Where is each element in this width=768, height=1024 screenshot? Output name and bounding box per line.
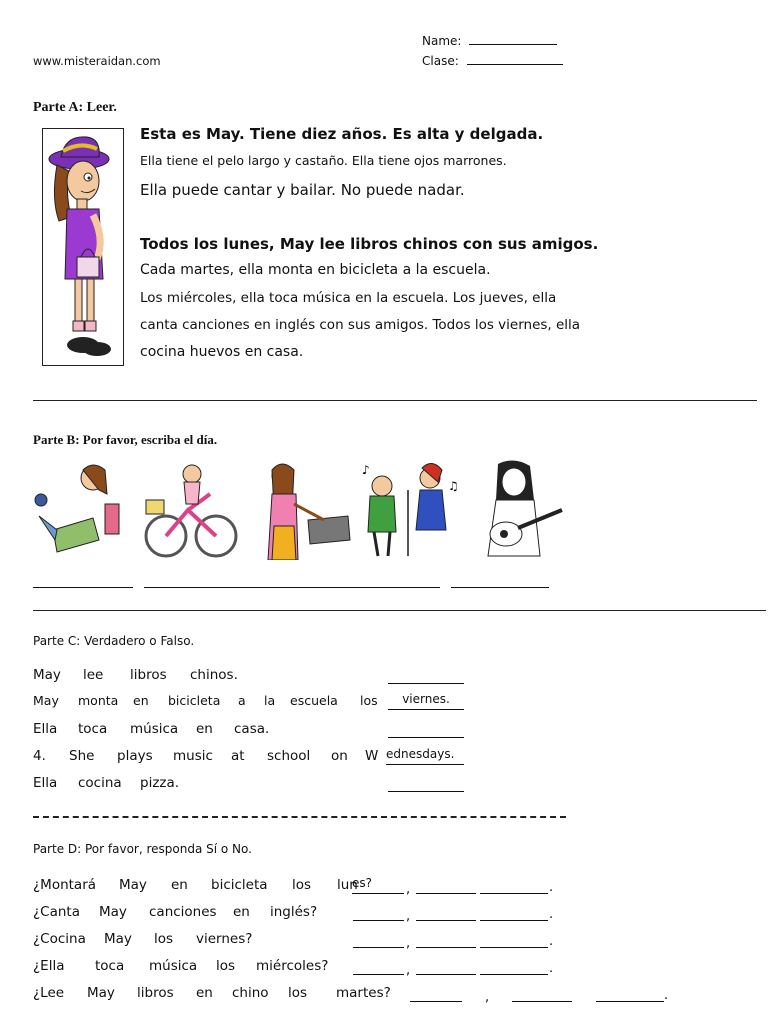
word: chinos. bbox=[190, 667, 238, 683]
word: music bbox=[173, 748, 213, 764]
tf-item-2 bbox=[33, 693, 378, 708]
yn-item-1 bbox=[33, 877, 358, 893]
girl-cooking-picture bbox=[264, 460, 354, 560]
section-divider-b bbox=[33, 610, 766, 611]
word: bicicleta bbox=[211, 877, 268, 893]
singers-picture bbox=[360, 460, 460, 560]
word: miércoles? bbox=[256, 958, 329, 974]
girl-guitar-picture bbox=[474, 460, 564, 560]
clase-field[interactable] bbox=[422, 54, 563, 68]
word: ¿Cocina bbox=[33, 931, 86, 947]
word: lun bbox=[337, 877, 358, 893]
word: los bbox=[216, 958, 236, 974]
part-c-heading: Parte C: Verdadero o Falso. bbox=[33, 634, 195, 648]
word: música bbox=[130, 721, 179, 737]
girl-cycling-picture bbox=[142, 460, 238, 560]
word: school bbox=[267, 748, 311, 764]
yn-blank-3a[interactable] bbox=[416, 947, 476, 948]
word: toca bbox=[78, 721, 108, 737]
comma: , bbox=[406, 882, 411, 897]
word: She bbox=[69, 748, 95, 764]
word: la bbox=[264, 693, 276, 708]
word: casa. bbox=[234, 721, 270, 737]
word: los bbox=[288, 985, 308, 1001]
word: inglés? bbox=[270, 904, 318, 920]
word: en bbox=[133, 693, 149, 708]
tf-item-1 bbox=[33, 667, 238, 683]
word: ¿Ella bbox=[33, 958, 65, 974]
comma: , bbox=[406, 909, 411, 924]
period: . bbox=[549, 961, 554, 976]
website-url: www.misteraidan.com bbox=[33, 54, 161, 68]
tf-answer-5[interactable] bbox=[388, 774, 464, 792]
yn-item-2 bbox=[33, 904, 317, 920]
part-a-heading: Parte A: Leer. bbox=[33, 100, 117, 115]
may-portrait bbox=[42, 128, 124, 366]
day-blank-1[interactable] bbox=[33, 587, 133, 588]
word: monta bbox=[78, 693, 119, 708]
reading-line-7: canta canciones en inglés con sus amigos. Todos los viernes, ella bbox=[140, 317, 581, 333]
name-field[interactable] bbox=[422, 34, 557, 48]
yn-answer-2[interactable] bbox=[353, 903, 404, 921]
tf-answer-1[interactable] bbox=[388, 666, 464, 684]
word: lee bbox=[83, 667, 104, 683]
tf-answer-4[interactable]: ednesdays. bbox=[386, 747, 464, 765]
yn-item-5 bbox=[33, 985, 391, 1001]
period: . bbox=[664, 988, 669, 1003]
word: cocina bbox=[78, 775, 122, 791]
word: martes? bbox=[336, 985, 391, 1001]
word: canciones bbox=[149, 904, 217, 920]
word: May bbox=[33, 693, 59, 708]
part-b-heading: Parte B: Por favor, escriba el día. bbox=[33, 432, 218, 447]
reading-line-8: cocina huevos en casa. bbox=[140, 344, 304, 360]
tf-item-4 bbox=[33, 748, 378, 764]
word: en bbox=[196, 985, 213, 1001]
word: escuela bbox=[290, 693, 338, 708]
word: May bbox=[119, 877, 147, 893]
word: W bbox=[365, 748, 379, 764]
word: ¿Lee bbox=[33, 985, 65, 1001]
word: pizza. bbox=[140, 775, 180, 791]
word: bicicleta bbox=[168, 693, 221, 708]
word: los bbox=[360, 693, 378, 708]
reading-line-2: Ella tiene el pelo largo y castaño. Ella tiene ojos marrones. bbox=[140, 153, 507, 168]
reading-line-3: Ella puede cantar y bailar. No puede nadar. bbox=[140, 181, 465, 199]
word: viernes? bbox=[196, 931, 253, 947]
clase-label: Clase: bbox=[422, 54, 459, 68]
word: libros bbox=[130, 667, 167, 683]
yn-blank-2b[interactable] bbox=[480, 920, 548, 921]
comma: , bbox=[406, 963, 411, 978]
yn-blank-3b[interactable] bbox=[480, 947, 548, 948]
period: . bbox=[549, 907, 554, 922]
word: ¿Montará bbox=[33, 877, 97, 893]
tf-answer-2[interactable]: viernes. bbox=[388, 692, 464, 710]
word: Ella bbox=[33, 775, 58, 791]
word: plays bbox=[117, 748, 153, 764]
yn-answer-4[interactable] bbox=[353, 957, 404, 975]
word: May bbox=[99, 904, 127, 920]
word: a bbox=[238, 693, 246, 708]
word: libros bbox=[137, 985, 174, 1001]
svg-text:♪: ♪ bbox=[362, 463, 370, 477]
svg-text:♫: ♫ bbox=[448, 479, 459, 493]
word: on bbox=[331, 748, 348, 764]
yn-answer-5[interactable] bbox=[410, 984, 462, 1002]
yn-blank-4b[interactable] bbox=[480, 974, 548, 975]
name-label: Name: bbox=[422, 34, 462, 48]
period: . bbox=[549, 934, 554, 949]
word: los bbox=[154, 931, 174, 947]
part-d-heading: Parte D: Por favor, responda Sí o No. bbox=[33, 842, 252, 856]
girl-reading-picture bbox=[33, 460, 125, 560]
reading-line-6: Los miércoles, ella toca música en la escuela. Los jueves, ella bbox=[140, 290, 557, 306]
yn-answer-1[interactable]: es? bbox=[352, 876, 404, 894]
section-divider-a bbox=[33, 400, 757, 401]
reading-line-4: Todos los lunes, May lee libros chinos con sus amigos. bbox=[140, 235, 599, 253]
day-blank-3[interactable] bbox=[451, 587, 549, 588]
word: música bbox=[149, 958, 198, 974]
yn-blank-2a[interactable] bbox=[416, 920, 476, 921]
tf-item-3 bbox=[33, 721, 269, 737]
comma: , bbox=[485, 990, 490, 1005]
period: . bbox=[549, 880, 554, 895]
word: May bbox=[87, 985, 115, 1001]
reading-line-5: Cada martes, ella monta en bicicleta a la escuela. bbox=[140, 262, 491, 278]
tf-item-5 bbox=[33, 775, 179, 791]
word: 4. bbox=[33, 748, 46, 764]
comma: , bbox=[406, 936, 411, 951]
word: Ella bbox=[33, 721, 58, 737]
word: en bbox=[171, 877, 188, 893]
yn-blank-5a[interactable] bbox=[512, 1001, 572, 1002]
reading-line-1: Esta es May. Tiene diez años. Es alta y delgada. bbox=[140, 125, 544, 143]
word: en bbox=[233, 904, 250, 920]
yn-item-3 bbox=[33, 931, 252, 947]
word: May bbox=[104, 931, 132, 947]
yn-blank-1a[interactable] bbox=[416, 893, 476, 894]
word: chino bbox=[232, 985, 269, 1001]
name-blank[interactable] bbox=[469, 34, 557, 45]
word: los bbox=[292, 877, 312, 893]
section-divider-c bbox=[33, 816, 566, 818]
girl-with-hat-illustration bbox=[43, 129, 123, 365]
word: toca bbox=[95, 958, 125, 974]
word: May bbox=[33, 667, 61, 683]
clase-blank[interactable] bbox=[467, 54, 563, 65]
yn-item-4 bbox=[33, 958, 328, 974]
yn-answer-3[interactable] bbox=[353, 930, 404, 948]
word: ¿Canta bbox=[33, 904, 80, 920]
word: en bbox=[196, 721, 213, 737]
day-blank-2[interactable] bbox=[144, 587, 440, 588]
yn-blank-1b[interactable] bbox=[480, 893, 548, 894]
yn-blank-5b[interactable] bbox=[596, 1001, 664, 1002]
yn-blank-4a[interactable] bbox=[416, 974, 476, 975]
word: at bbox=[231, 748, 245, 764]
tf-answer-3[interactable] bbox=[388, 720, 464, 738]
